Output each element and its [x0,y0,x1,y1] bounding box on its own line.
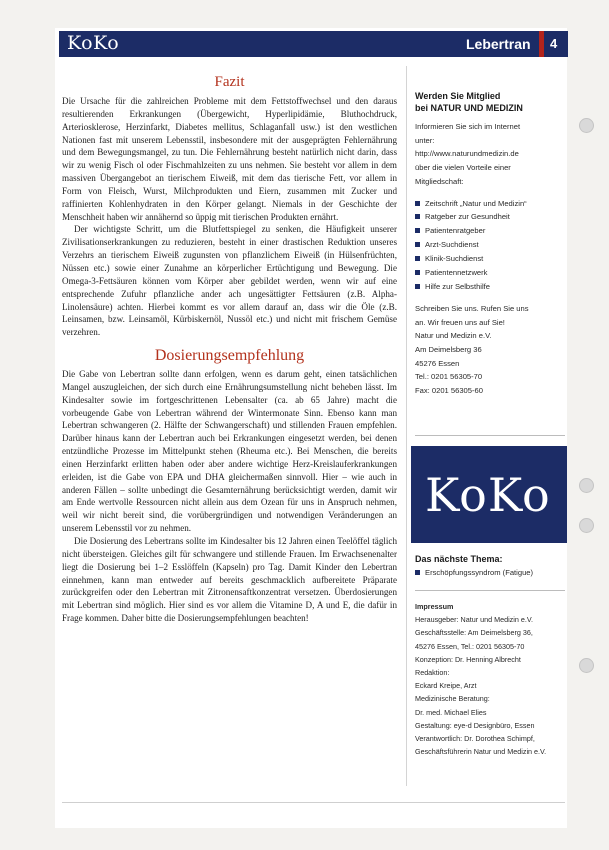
benefit-list [415,197,565,294]
benefit-label: Arzt-Suchdienst [425,240,479,250]
impressum-line: Geschäftsführerin Natur und Medizin e.V. [415,747,547,757]
paragraph-1: Die Ursache für die zahlreichen Probleme mit dem Fettstoffwechsel und den daraus resultierenden Erkrankungen (Übergewicht, Hyperlipidämie, Bluthochdruck, Arteriosklerose, Herzinfarkt, Diabetes mellitus, Schlaganfall usw.) ist den westlichen Nationen fast mit unserem Lebensstil, insbesondere mit der ausgeprägten Fehlernährung und dem Bewegungsmangel, zu tun. Die Fehlernährung besteht natürlich nicht darin, dass wir zu wenig Fisch ol oder Fischmahlzeiten zu uns nehmen. Sie besteht vor allem in dem massiven Übergangebot an tierischem Eiweiß, mit dem das tierische Fett, vor allem in Form von Fleisch, Wurst, Milchprodukten und Eiern, zusammen mit Zucker und raffinierten Kohlenhydraten in den Körper gelangt. Niemals in der Geschichte der Menschheit haben wir annähernd so üppig mit tierischen Produkten ernährt. [62,96,397,222]
impressum-line: Verantwortlich: Dr. Dorothea Schimpf, [415,734,535,744]
impressum-line: Dr. med. Michael Elies [415,707,487,717]
heading-dosierung: Dosierungsempfehlung [154,347,305,365]
list-item [415,566,565,580]
contact-line-1: Schreiben Sie uns. Rufen Sie uns [415,303,529,313]
info-line-2: unter: [415,135,435,145]
info-line-4: Mitgliedschaft: [415,176,464,186]
membership-box [415,90,565,398]
koko-logo-box [411,446,567,543]
impressum-box [415,600,565,758]
org-name: Natur und Medizin e.V. [415,331,492,341]
next-topic-title: Das nächste Thema: [415,554,503,564]
benefit-label: Ratgeber zur Gesundheit [425,212,510,222]
square-bullet-icon [415,214,420,219]
square-bullet-icon [415,270,420,275]
square-bullet-icon [415,284,420,289]
next-topic-box [415,553,565,588]
impressum-title: Impressum [415,602,454,611]
punch-hole [579,478,594,493]
benefit-label: Patientenratgeber [425,226,486,236]
info-line-1: Informieren Sie sich im Internet [415,122,521,131]
column-divider [406,66,407,786]
list-item [415,210,565,224]
impressum-line: Eckard Kreipe, Arzt [415,681,477,691]
list-item [415,252,565,266]
square-bullet-icon [415,570,420,575]
square-bullet-icon [415,201,420,206]
street-address: Am Deimelsberg 36 [415,344,482,354]
list-item [415,197,565,211]
next-topic-label: Erschöpfungssyndrom (Fatigue) [425,568,534,577]
square-bullet-icon [415,242,420,247]
contact-line-2: an. Wir freuen uns auf Sie! [415,317,505,327]
paragraph-4: Die Dosierung des Lebertrans sollte im Kindesalter bis 12 Jahren einen Teelöffel täglich nicht übersteigen. Gleiches gilt für schwangere und stillende Frauen. Im Erwachsenenalter liegt die Dosierung bei 1–2 Esslöffeln (Kapseln) pro Tag. Damit Kinder den Lebertran einnehmen, kann man entweder auf bereits geschmacklich aufbereitete Präparate zurückgreifen oder den Lebertran mit Zitronensaftkonzentrat versetzen. Überdosierungen mit Lebertran sind möglich. Hier sind es vor allem die Vitamine D, A und E, die dafür in Frage kommen. Daher bitte die Dosierungsempfehlungen beachten! [62,536,397,624]
next-topic-list [415,566,565,580]
benefit-label: Zeitschrift „Natur und Medizin“ [425,198,527,208]
impressum-line: 45276 Essen, Tel.: 0201 56305-70 [415,641,525,651]
main-column [62,74,397,625]
square-bullet-icon [415,256,420,261]
membership-title-line-2: bei NATUR UND MEDIZIN [415,103,523,113]
fax-number: Fax: 0201 56305-60 [415,386,483,396]
sidebar-separator [415,435,565,436]
impressum-line: Konzeption: Dr. Henning Albrecht [415,654,521,664]
benefit-label: Hilfe zur Selbsthilfe [425,281,490,291]
footer-rule [62,802,565,803]
page-marker [539,31,544,57]
list-item [415,238,565,252]
impressum-line: Geschäftsstelle: Am Deimelsberg 36, [415,628,533,638]
impressum-line: Medizinische Beratung: [415,694,490,704]
square-bullet-icon [415,228,420,233]
benefit-label: Klinik-Suchdienst [425,254,484,264]
koko-large-logo: KoKo [425,468,551,522]
list-item [415,224,565,238]
benefit-label: Patientennetzwerk [425,268,488,278]
list-item [415,266,565,280]
sidebar-separator [415,590,565,591]
list-item [415,280,565,294]
punch-hole [579,658,594,673]
impressum-line: Gestaltung: eye-d Designbüro, Essen [415,720,535,730]
punch-hole [579,118,594,133]
section-title: Lebertran [466,36,531,52]
impressum-line: Herausgeber: Natur und Medizin e.V. [415,615,533,625]
impressum-line: Redaktion: [415,668,450,678]
page-number: 4 [550,36,558,51]
phone-number: Tel.: 0201 56305-70 [415,372,483,382]
paragraph-2: Der wichtigste Schritt, um die Blutfettspiegel zu senken, die Häufigkeit unserer Zivilisationserkrankungen zu reduzieren, besteht in einer drastischen Reduktion unseres Verzehrs an tierischem Eiweiß zugunsten von pflanzlichem Eiweiß (in Hülsenfrüchten, Nüssen etc.) sowie einer Zunahme an körperlicher Ertüchtigung und Bewegung. Die Omega-3-Fettsäuren können vom Körper aber gebildet werden, wenn wir auf eine entsprechende Zufuhr pflanzliche ander ach ungesättigter Fettsäuren (z.B. Alpha-Linolensäure) achten. Hierbei kommt es vor allem darauf an, dass wir die Öle (z.B. Leinsamen, bzw. Leinsamöl, Kürbiskernöl, Nussöl etc.) und nicht mit frischem Gemüse verzehren. [62,224,397,338]
heading-fazit: Fazit [214,74,245,90]
punch-hole [579,518,594,533]
info-url-link[interactable]: http://www.naturundmedizin.de [415,149,519,159]
city-address: 45276 Essen [415,358,460,368]
paragraph-3: Die Gabe von Lebertran sollte dann erfolgen, wenn es darum geht, einen tatsächlichen Mangel auszugleichen, der sich durch eine Ernährungsumstellung nicht beheben lässt. Im Kindesalter sowie im fortgeschrittenen Lebensalter (ca. ab 65 Jahre) macht die vorbeugende Gabe von Lebertran während der Wintermonate Sinn. Ebenso kann man Lebertran schwangeren (2. Hälfte der Schwangerschaft) und stillenden Frauen empfehlen. Darüber hinaus kann der Lebertran auch bei Erkrankungen eingesetzt werden, bei denen entzündliche Prozesse im Mittelpunkt stehen (Rheuma etc.). Bei Menschen, die bereits einen Herzinfarkt erlitten haben oder aber andere wichtige Herz-Kreislauferkrankungen erleiden, ist die Gabe von EPA und DHA gleichermaßen sinnvoll. Hier – wie auch in anderen Fällen – sollte unbedingt die Gesamternährung berücksichtigt werden, damit wir am Ende wertvolle Ressourcen nicht allein aus dem Ozean für uns in Anspruch nehmen, weil wir nicht bereit sind, die vorübergründigen und notwendigen Veränderungen an unserem Lebensstil vor zu nehmen. [62,369,397,534]
membership-title [415,90,565,114]
info-line-3: über die vielen Vorteile einer [415,163,511,173]
membership-title-line-1: Werden Sie Mitglied [415,91,501,101]
koko-logo: KoKo [67,32,120,54]
